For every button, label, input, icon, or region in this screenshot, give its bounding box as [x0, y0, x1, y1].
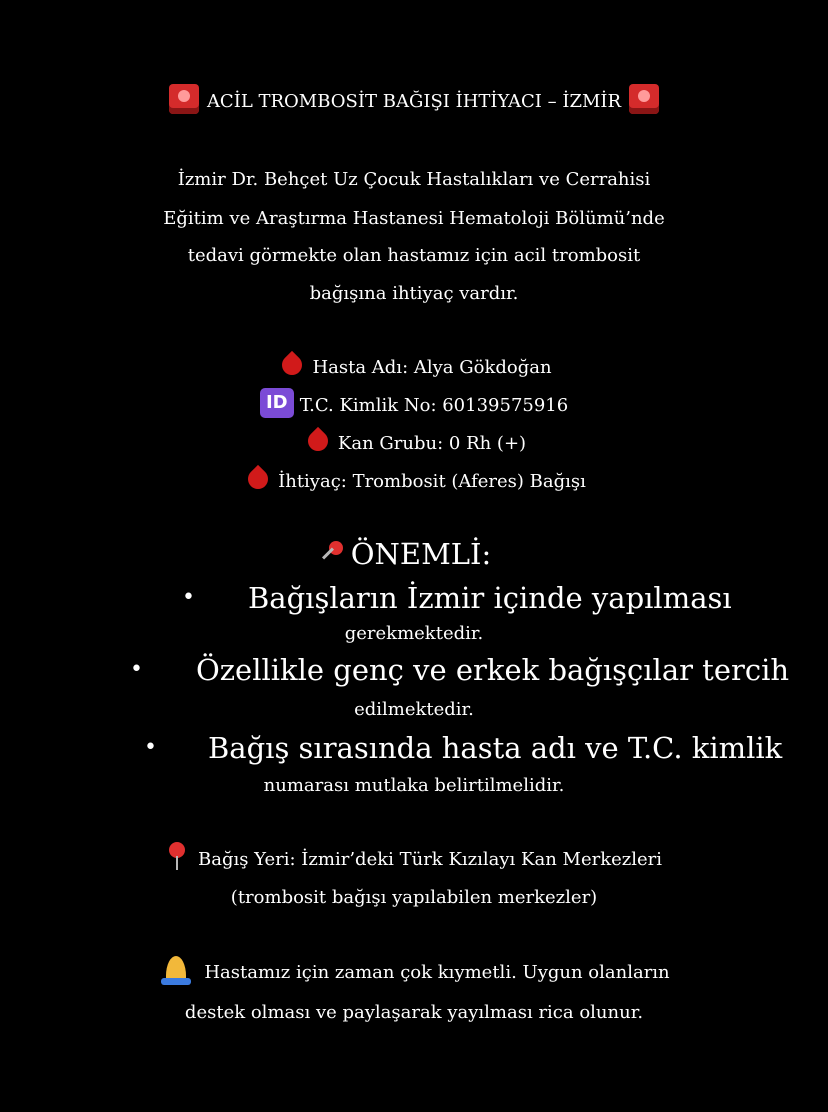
closing-subline: destek olması ve paylaşarak yayılması rica olunur.: [184, 1002, 644, 1023]
bullet-item-text: gerekmektedir.: [344, 623, 484, 644]
location-line: [0, 840, 828, 880]
police-car-light-icon: [629, 84, 659, 114]
need-line: [0, 462, 828, 502]
round-pushpin-icon: [166, 842, 188, 872]
important-heading-line: [0, 534, 818, 574]
blood-drop-icon: [244, 465, 272, 493]
pushpin-icon: [317, 539, 345, 567]
title-text: ACİL TROMBOSİT BAĞIŞI İHTİYACI – İZMİR: [206, 91, 622, 112]
intro-line: Eğitim ve Araştırma Hastanesi Hematoloji Bölümü’nde: [163, 208, 665, 229]
location-text: Bağış Yeri: İzmir’deki Türk Kızılayı Kan Merkezleri: [197, 849, 663, 870]
need-text: İhtiyaç: Trombosit (Aferes) Bağışı: [278, 471, 586, 492]
bullet-item-text: edilmektedir.: [354, 699, 474, 720]
folded-hands-icon: [158, 954, 194, 986]
location-subline: (trombosit bağışı yapılabilen merkezler): [230, 887, 598, 908]
tc-number-line: [0, 386, 828, 426]
intro-line: İzmir Dr. Behçet Uz Çocuk Hastalıkları ve Cerrahisi: [177, 169, 651, 190]
closing-line: [0, 953, 828, 993]
bullet-mark: •: [130, 657, 143, 682]
id-button-icon: ID: [260, 388, 294, 418]
intro-line: bağışına ihtiyaç vardır.: [309, 283, 519, 304]
blood-drop-icon: [304, 427, 332, 455]
intro-line: tedavi görmekte olan hastamız için acil trombosit: [187, 245, 641, 266]
tc-number: T.C. Kimlik No: 60139575916: [299, 395, 569, 416]
blood-drop-icon: [278, 351, 306, 379]
title-line: [0, 82, 828, 122]
closing-text: Hastamız için zaman çok kıymetli. Uygun olanların: [204, 962, 670, 983]
blood-type: Kan Grubu: 0 Rh (+): [337, 433, 527, 454]
bullet-mark: •: [182, 585, 195, 610]
bullet-mark: •: [144, 735, 157, 760]
patient-name: Hasta Adı: Alya Gökdoğan: [312, 357, 552, 378]
police-car-light-icon: [169, 84, 199, 114]
bullet-item-text: numarası mutlaka belirtilmelidir.: [263, 775, 565, 796]
bullet-item-text: Bağış sırasında hasta adı ve T.C. kimlik: [208, 731, 783, 765]
blood-type-line: [0, 424, 828, 464]
patient-name-line: [0, 348, 828, 388]
important-heading: ÖNEMLİ:: [350, 537, 492, 571]
bullet-item-text: Özellikle genç ve erkek bağışçılar tercih: [196, 653, 790, 687]
bullet-item-text: Bağışların İzmir içinde yapılması: [248, 581, 732, 615]
